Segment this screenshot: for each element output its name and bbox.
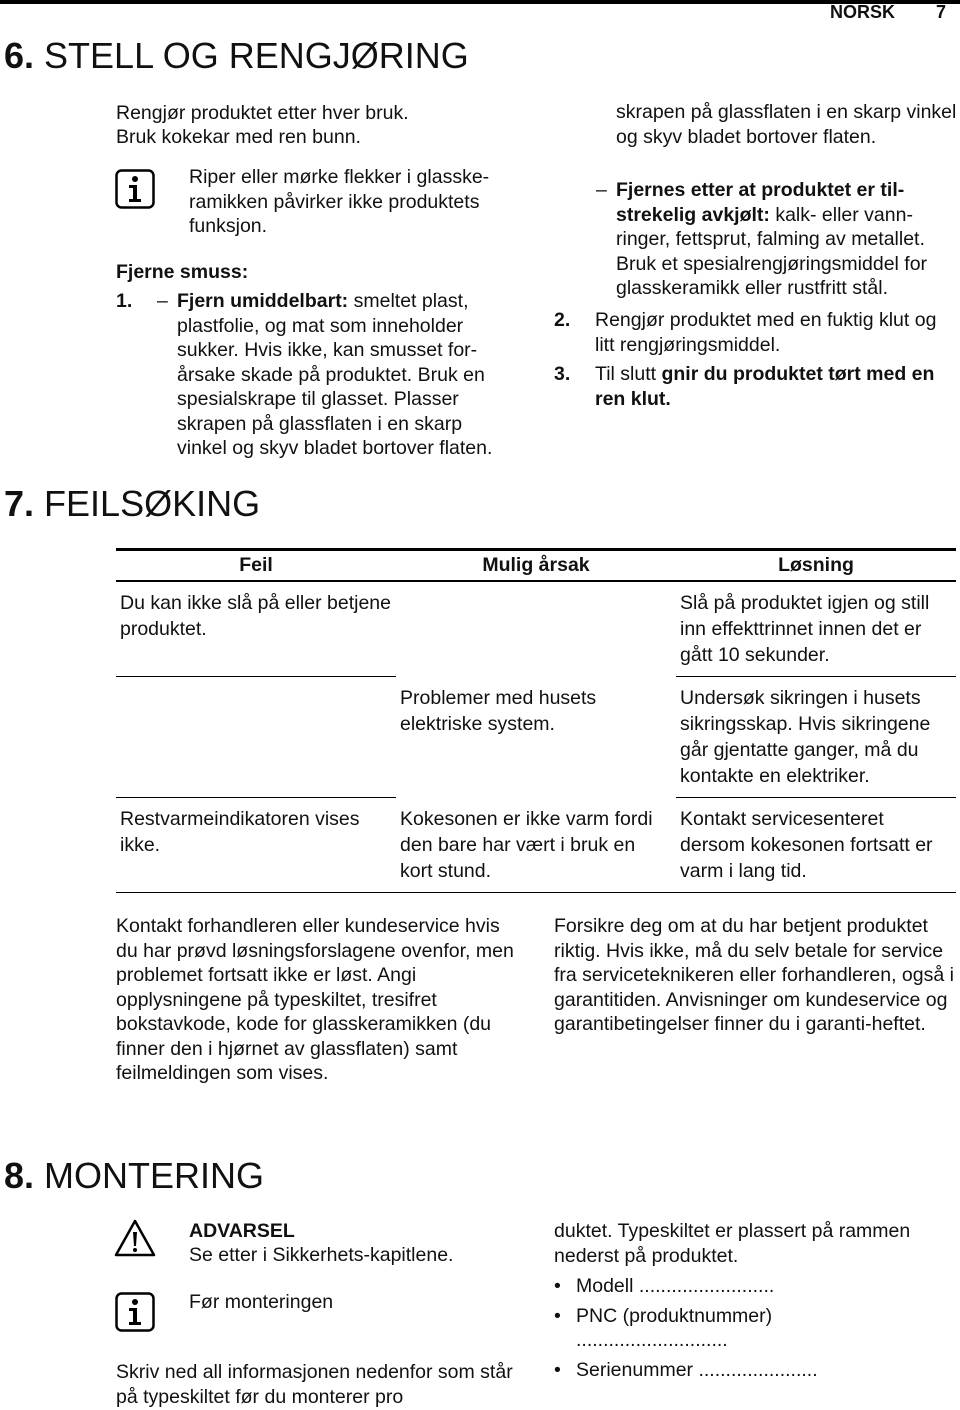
subheading-remove-dirt: Fjerne smuss: (116, 261, 249, 283)
warning-icon (113, 1218, 157, 1258)
step-1a-text: smeltet plast, plastfolie, og mat som inneholder sukker. Hvis ikke, kan smusset forårsake skade på produktet. Bruk en spesialskrape til glasset. Plasser skrapen på glassflaten i en skarp vinkel og skyv bladet bortover flaten. (177, 290, 493, 459)
step-1b-text: kalk- eller vannringer, fettsprut, falming av metallet. Bruk et spesialrengjøringsmiddel for glasskeramikk eller rustfritt stål. (616, 203, 928, 299)
cell-fault (116, 677, 396, 798)
header-fault: Feil (116, 550, 396, 582)
step-1-number: 1. (116, 290, 133, 312)
header-language: NORSK (830, 2, 896, 22)
intro-line-1: Rengjør produktet etter hver bruk. (116, 102, 409, 124)
bullet-icon: • (554, 1358, 561, 1381)
table-header-row (116, 550, 956, 582)
rating-plate-list (554, 1274, 854, 1382)
table-row (116, 581, 956, 677)
info-icon (115, 1292, 155, 1332)
warning-text: Se etter i Sikkerhets-kapitlene. (189, 1244, 454, 1266)
list-item-text: Serienummer ...................... (576, 1358, 818, 1381)
step-1b (596, 178, 958, 301)
bullet-icon: • (554, 1275, 561, 1297)
info-icon (115, 169, 155, 209)
header-solution: Løsning (676, 550, 956, 582)
list-item-text: PNC (produktnummer) ............................ (576, 1304, 773, 1351)
section-6-title-text: STELL OG RENGJØRING (44, 35, 469, 76)
page-number: 7 (936, 2, 947, 22)
step-3-number: 3. (554, 363, 571, 385)
step-1b-bold: Fjernes etter at produktet er tilstrekelig avkjølt: (616, 179, 905, 226)
step-3-bold: gnir du produktet tørt med en ren klut. (595, 363, 935, 410)
list-item (554, 1274, 854, 1299)
cell-cause: Kokesonen er ikke varm fordi den bare har vært i bruk en kort stund. (396, 798, 676, 893)
section-6-number: 6. (4, 35, 35, 76)
bullet-icon: • (554, 1304, 561, 1327)
warning-title: ADVARSEL (189, 1220, 295, 1242)
cell-solution: Undersøk sikringen i husets sikringsskap. Hvis sikringene går gjentatte ganger, må du kontakte en elektriker. (676, 677, 956, 798)
table-row (116, 677, 956, 798)
step-3-plain: Til slutt (595, 363, 662, 385)
cell-solution: Kontakt servicesenteret dersom kokesonen fortsatt er varm i lang tid. (676, 798, 956, 893)
intro-line-2: Bruk kokekar med ren bunn. (116, 126, 361, 148)
section-8-title (4, 1156, 264, 1196)
dash-marker: – (596, 179, 607, 201)
step-1a-continuation: skrapen på glassflaten i en skarp vinkel og skyv bladet bortover flaten. (616, 101, 957, 148)
note-warranty: Forsikre deg om at du har betjent produktet riktig. Hvis ikke, må du selv betale for service fra serviceteknikeren eller forhandleren, også i garantitiden. Anvisninger om kundeservice og garantibetingelser finner du i garanti-heftet. (554, 915, 954, 1035)
step-1a (177, 289, 513, 461)
body-right: duktet. Typeskiltet er plassert på rammen nederst på produktet. (554, 1220, 911, 1267)
step-1a-bold: Fjern umiddelbart: (177, 290, 349, 312)
cell-solution: Slå på produktet igjen og still inn effekttrinnet innen det er gått 10 sekunder. (676, 581, 956, 677)
list-item-text: Modell ......................... (576, 1275, 775, 1297)
note-contact-dealer: Kontakt forhandleren eller kundeservice hvis du har prøvd løsningsforslagene ovenfor, men problemet fortsatt ikke er løst. Angi opplysningene på typeskiltet, tresifret bokstavkode, kode for glasskeramikken (du finner den i hjørnet av glassflaten) samt feilmeldingen som vises. (116, 915, 514, 1084)
section-7-title (4, 484, 260, 524)
section-6-title (4, 36, 469, 76)
section-8-title-text: MONTERING (44, 1155, 265, 1196)
header-cause: Mulig årsak (396, 550, 676, 582)
cell-cause (396, 581, 676, 677)
header-rule (0, 0, 960, 4)
step-1 (116, 289, 516, 459)
list-item (554, 1304, 854, 1353)
cell-fault: Restvarmeindikatoren vises ikke. (116, 798, 396, 893)
cell-cause: Problemer med husets elektriske system. (400, 686, 597, 735)
info-before-install: Før monteringen (189, 1291, 334, 1313)
step-2 (554, 308, 958, 357)
section-7-title-text: FEILSØKING (44, 483, 261, 524)
cell-fault: Du kan ikke slå på eller betjene produktet. (116, 581, 396, 677)
step-3 (554, 362, 958, 411)
dash-marker: – (157, 290, 168, 312)
step-2-text: Rengjør produktet med en fuktig klut og litt rengjøringsmiddel. (595, 309, 937, 356)
troubleshooting-table (116, 548, 956, 893)
table-row (116, 798, 956, 893)
section-7-number: 7. (4, 483, 35, 524)
info-note: Riper eller mørke flekker i glasskeramikken påvirker ikke produktets funksjon. (189, 166, 490, 237)
step-2-number: 2. (554, 309, 571, 331)
section-8-number: 8. (4, 1155, 35, 1196)
body-left: Skriv ned all informasjonen nedenfor som står på typeskiltet før du monterer pro (116, 1361, 513, 1408)
list-item (554, 1358, 854, 1383)
